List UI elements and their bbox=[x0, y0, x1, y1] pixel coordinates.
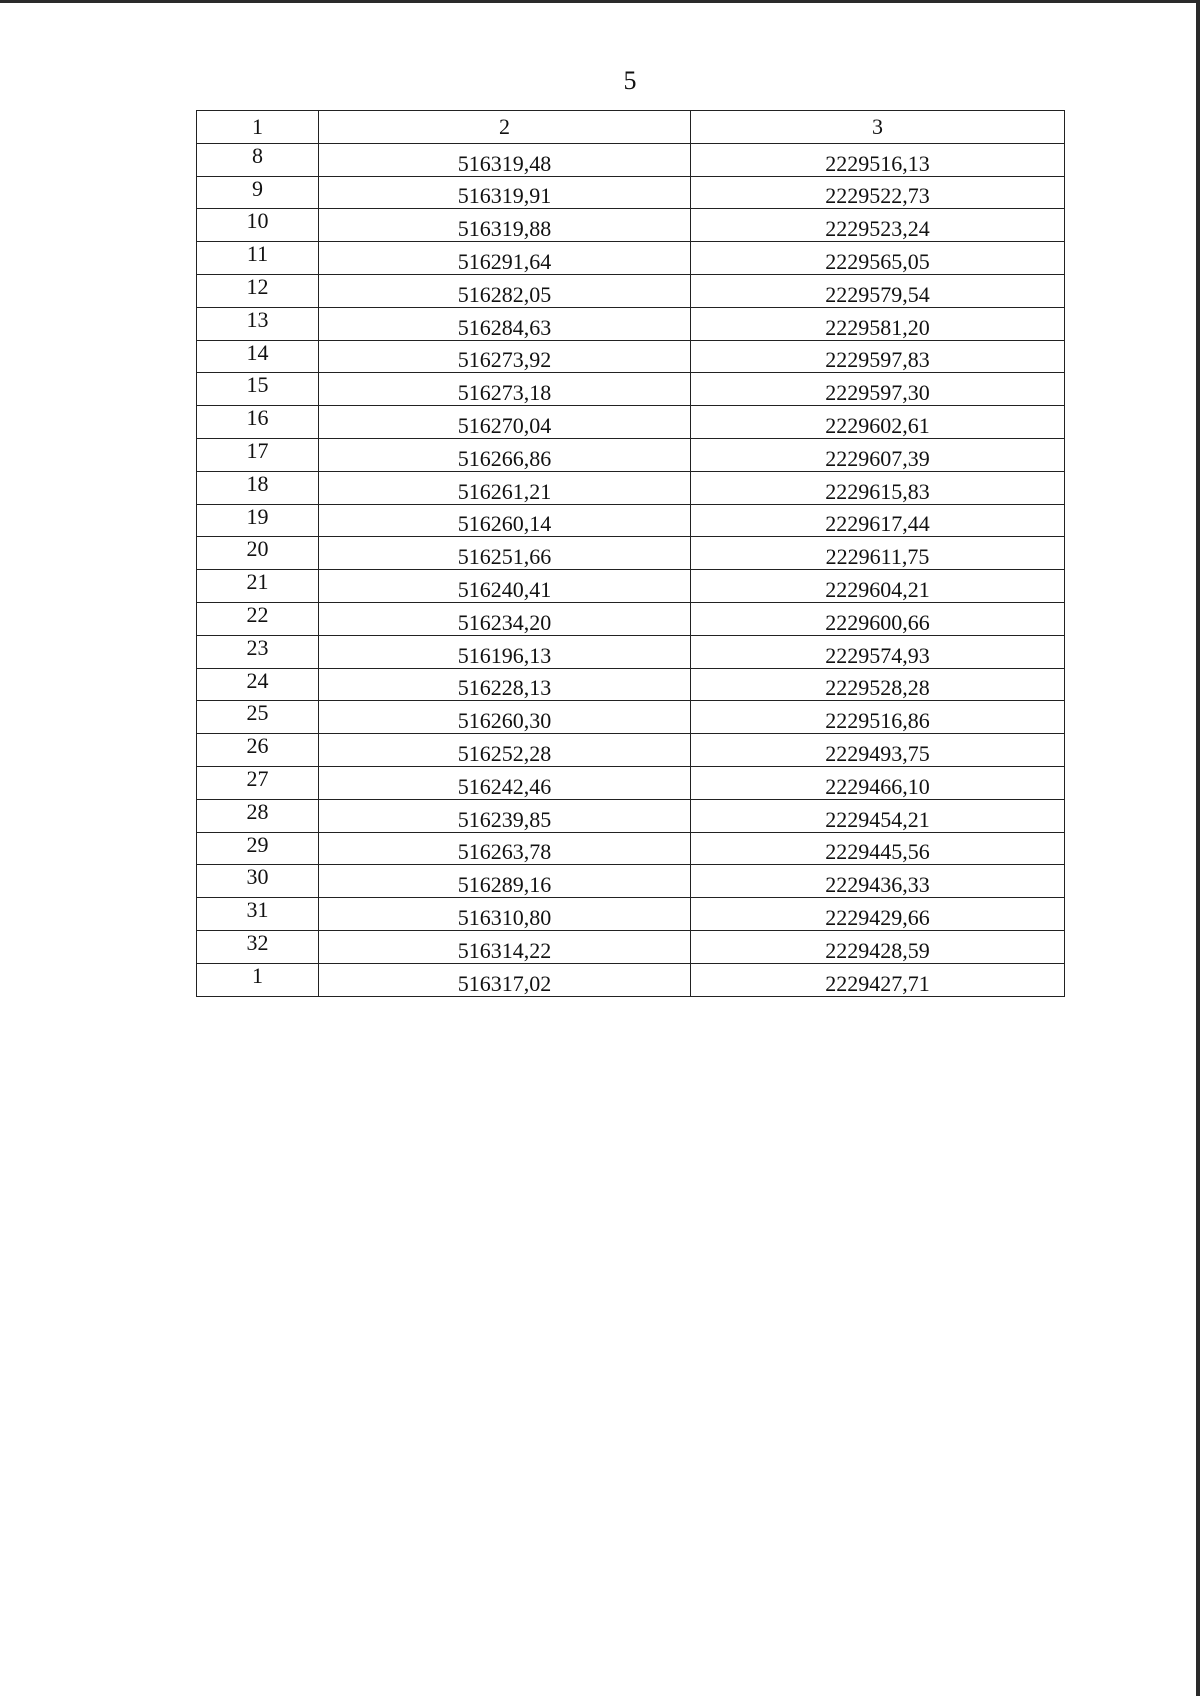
y-coordinate-cell: 2229427,71 bbox=[691, 963, 1065, 996]
x-coordinate-cell: 516284,63 bbox=[319, 307, 691, 340]
x-coordinate-cell: 516251,66 bbox=[319, 537, 691, 570]
table-row bbox=[197, 766, 1065, 799]
point-number-cell: 11 bbox=[197, 242, 319, 275]
point-number-cell: 14 bbox=[197, 340, 319, 373]
page-number: 5 bbox=[623, 66, 637, 95]
table-row bbox=[197, 635, 1065, 668]
point-number-cell: 25 bbox=[197, 701, 319, 734]
y-coordinate-cell: 2229436,33 bbox=[691, 865, 1065, 898]
point-number-cell: 8 bbox=[197, 143, 319, 176]
table-row bbox=[197, 930, 1065, 963]
table-row bbox=[197, 799, 1065, 832]
x-coordinate-cell: 516252,28 bbox=[319, 734, 691, 767]
table-row bbox=[197, 340, 1065, 373]
table-row bbox=[197, 537, 1065, 570]
y-coordinate-cell: 2229607,39 bbox=[691, 438, 1065, 471]
x-coordinate-cell: 516273,18 bbox=[319, 373, 691, 406]
y-coordinate-cell: 2229602,61 bbox=[691, 406, 1065, 439]
table-row bbox=[197, 242, 1065, 275]
x-coordinate-cell: 516240,41 bbox=[319, 570, 691, 603]
y-coordinate-cell: 2229516,13 bbox=[691, 143, 1065, 176]
point-number-cell: 12 bbox=[197, 274, 319, 307]
x-coordinate-cell: 516239,85 bbox=[319, 799, 691, 832]
point-number-cell: 26 bbox=[197, 734, 319, 767]
coordinates-table bbox=[196, 110, 1065, 997]
table-header-row bbox=[197, 111, 1065, 144]
table-row bbox=[197, 209, 1065, 242]
y-coordinate-cell: 2229522,73 bbox=[691, 176, 1065, 209]
table-row bbox=[197, 438, 1065, 471]
point-number-cell: 1 bbox=[197, 963, 319, 996]
x-coordinate-cell: 516319,88 bbox=[319, 209, 691, 242]
y-coordinate-cell: 2229581,20 bbox=[691, 307, 1065, 340]
x-coordinate-cell: 516234,20 bbox=[319, 602, 691, 635]
x-coordinate-cell: 516263,78 bbox=[319, 832, 691, 865]
x-coordinate-cell: 516289,16 bbox=[319, 865, 691, 898]
table-row bbox=[197, 865, 1065, 898]
point-number-cell: 16 bbox=[197, 406, 319, 439]
x-coordinate-cell: 516319,48 bbox=[319, 143, 691, 176]
scan-border-right bbox=[1196, 0, 1200, 1696]
x-coordinate-cell: 516291,64 bbox=[319, 242, 691, 275]
y-coordinate-cell: 2229611,75 bbox=[691, 537, 1065, 570]
table-row bbox=[197, 734, 1065, 767]
point-number-cell: 22 bbox=[197, 602, 319, 635]
x-coordinate-cell: 516317,02 bbox=[319, 963, 691, 996]
point-number-cell: 18 bbox=[197, 471, 319, 504]
table-row bbox=[197, 274, 1065, 307]
point-number-cell: 29 bbox=[197, 832, 319, 865]
point-number-cell: 30 bbox=[197, 865, 319, 898]
scan-border-top bbox=[0, 0, 1200, 3]
point-number-cell: 23 bbox=[197, 635, 319, 668]
y-coordinate-cell: 2229597,83 bbox=[691, 340, 1065, 373]
y-coordinate-cell: 2229600,66 bbox=[691, 602, 1065, 635]
x-coordinate-cell: 516282,05 bbox=[319, 274, 691, 307]
table-row bbox=[197, 963, 1065, 996]
x-coordinate-cell: 516228,13 bbox=[319, 668, 691, 701]
table-row bbox=[197, 307, 1065, 340]
y-coordinate-cell: 2229528,28 bbox=[691, 668, 1065, 701]
point-number-cell: 20 bbox=[197, 537, 319, 570]
table-row bbox=[197, 406, 1065, 439]
y-coordinate-cell: 2229523,24 bbox=[691, 209, 1065, 242]
y-coordinate-cell: 2229579,54 bbox=[691, 274, 1065, 307]
table-row bbox=[197, 176, 1065, 209]
column-number-3: 3 bbox=[691, 111, 1065, 144]
y-coordinate-cell: 2229574,93 bbox=[691, 635, 1065, 668]
y-coordinate-cell: 2229615,83 bbox=[691, 471, 1065, 504]
y-coordinate-cell: 2229617,44 bbox=[691, 504, 1065, 537]
table-row bbox=[197, 668, 1065, 701]
table-row bbox=[197, 898, 1065, 931]
x-coordinate-cell: 516196,13 bbox=[319, 635, 691, 668]
x-coordinate-cell: 516260,14 bbox=[319, 504, 691, 537]
x-coordinate-cell: 516310,80 bbox=[319, 898, 691, 931]
table-row bbox=[197, 471, 1065, 504]
column-number-2: 2 bbox=[319, 111, 691, 144]
y-coordinate-cell: 2229445,56 bbox=[691, 832, 1065, 865]
x-coordinate-cell: 516260,30 bbox=[319, 701, 691, 734]
table-row bbox=[197, 602, 1065, 635]
y-coordinate-cell: 2229429,66 bbox=[691, 898, 1065, 931]
x-coordinate-cell: 516273,92 bbox=[319, 340, 691, 373]
y-coordinate-cell: 2229604,21 bbox=[691, 570, 1065, 603]
x-coordinate-cell: 516261,21 bbox=[319, 471, 691, 504]
y-coordinate-cell: 2229493,75 bbox=[691, 734, 1065, 767]
column-number-1: 1 bbox=[197, 111, 319, 144]
point-number-cell: 19 bbox=[197, 504, 319, 537]
point-number-cell: 24 bbox=[197, 668, 319, 701]
point-number-cell: 28 bbox=[197, 799, 319, 832]
point-number-cell: 15 bbox=[197, 373, 319, 406]
point-number-cell: 9 bbox=[197, 176, 319, 209]
table-row bbox=[197, 143, 1065, 176]
point-number-cell: 27 bbox=[197, 766, 319, 799]
table-row bbox=[197, 373, 1065, 406]
x-coordinate-cell: 516242,46 bbox=[319, 766, 691, 799]
point-number-cell: 13 bbox=[197, 307, 319, 340]
y-coordinate-cell: 2229516,86 bbox=[691, 701, 1065, 734]
y-coordinate-cell: 2229565,05 bbox=[691, 242, 1065, 275]
x-coordinate-cell: 516270,04 bbox=[319, 406, 691, 439]
table-row bbox=[197, 504, 1065, 537]
point-number-cell: 21 bbox=[197, 570, 319, 603]
table-row bbox=[197, 701, 1065, 734]
y-coordinate-cell: 2229454,21 bbox=[691, 799, 1065, 832]
table-row bbox=[197, 832, 1065, 865]
y-coordinate-cell: 2229428,59 bbox=[691, 930, 1065, 963]
y-coordinate-cell: 2229466,10 bbox=[691, 766, 1065, 799]
x-coordinate-cell: 516314,22 bbox=[319, 930, 691, 963]
point-number-cell: 17 bbox=[197, 438, 319, 471]
table-row bbox=[197, 570, 1065, 603]
point-number-cell: 31 bbox=[197, 898, 319, 931]
y-coordinate-cell: 2229597,30 bbox=[691, 373, 1065, 406]
x-coordinate-cell: 516266,86 bbox=[319, 438, 691, 471]
point-number-cell: 32 bbox=[197, 930, 319, 963]
x-coordinate-cell: 516319,91 bbox=[319, 176, 691, 209]
coordinates-table-body bbox=[197, 111, 1065, 997]
point-number-cell: 10 bbox=[197, 209, 319, 242]
